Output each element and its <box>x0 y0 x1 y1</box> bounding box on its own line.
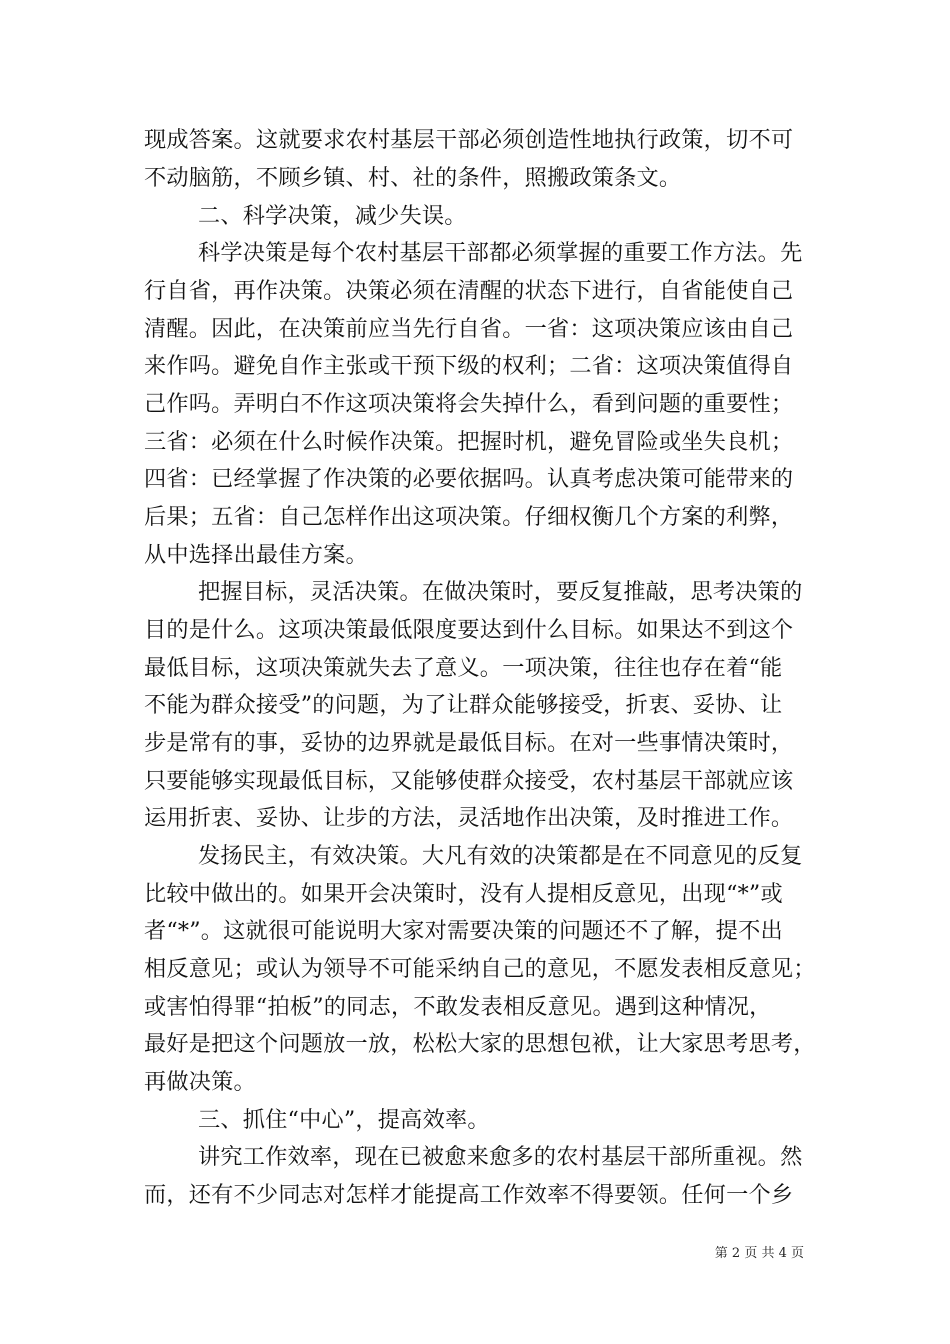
text-line: 三省：必须在什么时候作决策。把握时机，避免冒险或坐失良机； <box>144 429 794 455</box>
text-line: 而，还有不少同志对怎样才能提高工作效率不得要领。任何一个乡 <box>144 1182 794 1208</box>
text-line: 后果；五省：自己怎样作出这项决策。仔细权衡几个方案的利弊， <box>144 504 794 530</box>
text-line: 运用折衷、妥协、让步的方法，灵活地作出决策，及时推进工作。 <box>144 805 794 831</box>
text-line: 只要能够实现最低目标，又能够使群众接受，农村基层干部就应该 <box>144 768 794 794</box>
text-line: 目的是什么。这项决策最低限度要达到什么目标。如果达不到这个 <box>144 617 794 643</box>
text-line: 步是常有的事，妥协的边界就是最低目标。在对一些事情决策时， <box>144 730 794 756</box>
paragraph-first-line: 把握目标，灵活决策。在做决策时，要反复推敲，思考决策的 <box>198 579 803 605</box>
text-line: 四省：已经掌握了作决策的必要依据吗。认真考虑决策可能带来的 <box>144 466 794 492</box>
text-line: 现成答案。这就要求农村基层干部必须创造性地执行政策，切不可 <box>144 127 794 153</box>
section-heading: 三、抓住“中心”，提高效率。 <box>198 1107 490 1133</box>
paragraph-first-line: 发扬民主，有效决策。大凡有效的决策都是在不同意见的反复 <box>198 843 803 869</box>
text-line: 不动脑筋，不顾乡镇、村、社的条件，照搬政策条文。 <box>144 165 682 191</box>
text-line: 最低目标，这项决策就失去了意义。一项决策，往往也存在着“能 <box>144 655 783 681</box>
text-line: 来作吗。避免自作主张或干预下级的权利；二省：这项决策值得自 <box>144 353 794 379</box>
text-line: 清醒。因此，在决策前应当先行自省。一省：这项决策应该由自己 <box>144 316 794 342</box>
section-heading: 二、科学决策，减少失误。 <box>198 203 467 229</box>
text-line: 或害怕得罪“拍板”的同志，不敢发表相反意见。遇到这种情况， <box>144 994 772 1020</box>
page-number: 第 2 页 共 4 页 <box>714 1246 804 1261</box>
text-line: 从中选择出最佳方案。 <box>144 542 368 568</box>
text-line: 者“*”。这就很可能说明大家对需要决策的问题还不了解，提不出 <box>144 918 783 944</box>
text-line: 最好是把这个问题放一放，松松大家的思想包袱，让大家思考思考， <box>144 1031 816 1057</box>
text-line: 行自省，再作决策。决策必须在清醒的状态下进行，自省能使自己 <box>144 278 794 304</box>
text-line: 己作吗。弄明白不作这项决策将会失掉什么，看到问题的重要性； <box>144 391 794 417</box>
paragraph-first-line: 讲究工作效率，现在已被愈来愈多的农村基层干部所重视。然 <box>198 1144 803 1170</box>
text-line: 再做决策。 <box>144 1069 256 1095</box>
text-line: 相反意见；或认为领导不可能采纳自己的意见，不愿发表相反意见； <box>144 956 816 982</box>
text-line: 不能为群众接受”的问题，为了让群众能够接受，折衷、妥协、让 <box>144 692 783 718</box>
paragraph-first-line: 科学决策是每个农村基层干部都必须掌握的重要工作方法。先 <box>198 240 803 266</box>
text-line: 比较中做出的。如果开会决策时，没有人提相反意见，出现“*”或 <box>144 881 783 907</box>
